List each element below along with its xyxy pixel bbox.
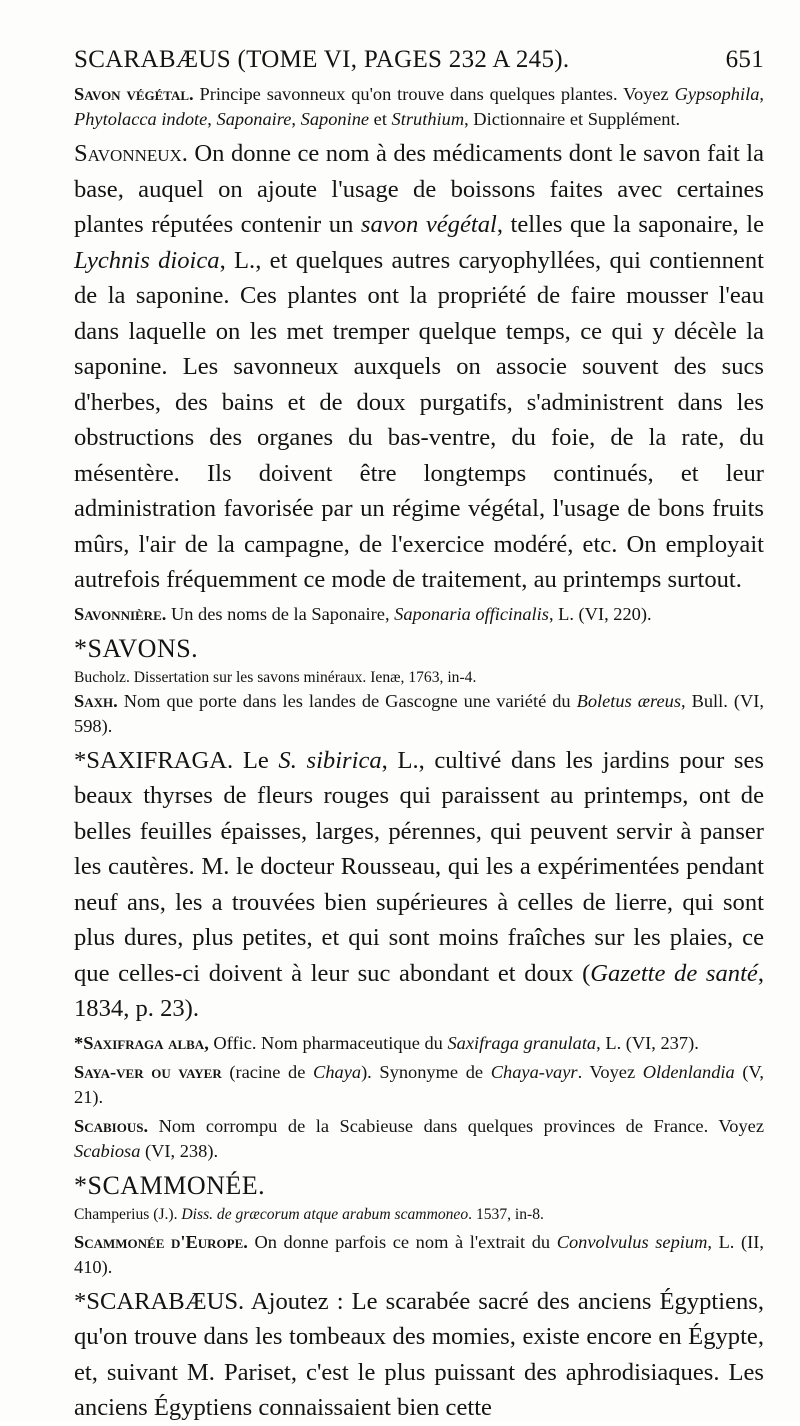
entry-term: Scabious. (74, 1115, 149, 1136)
entry-italic: Phytolacca indote (74, 109, 208, 129)
entry-text: (V, 21). (74, 1061, 764, 1107)
bibliography-scammonee (74, 1204, 764, 1226)
entry-savon-vegetal (74, 82, 764, 132)
entry-text: , Bull. (VI, 598). (74, 690, 764, 736)
entry-italic: Gypsophila (674, 84, 760, 104)
entry-text: , telles que la saponaire, le (496, 211, 764, 238)
entry-italic: Chaya-vayr (490, 1061, 578, 1082)
entry-italic: S. sibirica (278, 746, 382, 774)
entry-term: Savon végétal. (74, 84, 194, 104)
entry-italic: Lychnis dioica (74, 246, 220, 274)
entry-italic: Scabiosa (74, 1140, 141, 1161)
entry-italic: Chaya (313, 1061, 362, 1082)
entry-saxifraga (74, 743, 764, 1027)
entry-italic: Convolvulus sepium (556, 1231, 708, 1252)
entry-text: , 1834, p. 23). (74, 959, 764, 1022)
entry-italic: Struthium (391, 109, 465, 129)
entry-scammonee-europe (74, 1230, 764, 1280)
entry-term: Saxh. (74, 690, 118, 711)
entry-text: , L., cultivé dans les jardins pour ses beaux thyrses de fleurs rouges qui paraissent au printemps, ont de belles feuilles épaisses, larges, pérennes, qui peuvent servir à panser les cautères. M. le docteur Rousseau, qui les a expérimentées pendant neuf ans, les a trouvées bien supérieures à celles de lierre, qui sont plus dures, plus petites, et qui sont moins fraîches sur les plaies, ce que celles-ci doivent à leur suc abondant et doux ( (74, 746, 764, 987)
entry-term: Saya-ver ou vayer (74, 1061, 222, 1082)
entry-text: (VI, 238). (140, 1140, 219, 1161)
entry-text: et (369, 109, 392, 129)
entry-italic: Saponaria officinalis (394, 603, 549, 624)
entry-saya-ver (74, 1060, 764, 1110)
entry-term: Savonnière. (74, 603, 167, 624)
entry-term: Savonneux. (74, 140, 188, 167)
entry-text: , L., et quelques autres caryophyllées, qui contiennent de la saponine. Ces plantes ont la propriété de faire mousser l'eau dans laquelle on les met tremper quelque temps, ce qui y décèle la saponine. Les savonneux auxquels on associe souvent des sucs d'herbes, des bains et de doux purgatifs, s'administrent dans les obstructions des organes du bas-ventre, du foie, de la rate, du mésentère. Ils doivent être longtemps continués, et leur administration favorisée par un régime végétal, l'usage de bons fruits mûrs, l'air de la campagne, de l'exercice modéré, etc. On employait autrefois fréquemment ce mode de traitement, au printemps surtout. (74, 246, 764, 593)
entry-savonneux (74, 136, 764, 598)
running-title: SCARABÆUS (TOME VI, PAGES 232 A 245). (74, 46, 570, 73)
entry-text: Le (233, 746, 279, 774)
entry-italic: savon végétal (360, 211, 497, 238)
entry-italic: Diss. de græcorum atque arabum scammoneo (181, 1205, 469, 1223)
entry-italic: Boletus æreus (576, 690, 682, 711)
entry-text: Un des noms de la Saponaire, (166, 603, 395, 624)
entry-term: *SCARABÆUS. (74, 1287, 245, 1315)
entry-text: ). Synonyme de (361, 1061, 491, 1082)
entry-term: Scammonée d'Europe. (74, 1231, 248, 1252)
entry-text: (racine de (221, 1061, 314, 1082)
entry-scabious (74, 1114, 764, 1164)
entry-saxifraga-alba (74, 1031, 764, 1056)
entry-text: Offic. Nom pharmaceutique du (208, 1032, 448, 1053)
entry-text: , Dictionnaire et Supplément. (464, 109, 681, 129)
entry-text: On donne parfois ce nom à l'extrait du (247, 1231, 557, 1252)
entry-text: Ajoutez : Le scarabée sacré des anciens Égyptiens, qu'on trouve dans les tombeaux des momies, existe encore en Égypte, et, suivant M. Pariset, c'est le plus puissant des aphrodisiaques. Les anciens Égyptiens connaissaient bien cette (74, 1287, 764, 1421)
entry-text: , L. (VI, 237). (596, 1032, 699, 1053)
section-heading-savons: *SAVONS. (74, 633, 199, 663)
entry-italic: Saponine (300, 109, 370, 129)
entry-term: *SAXIFRAGA. (74, 746, 234, 774)
entry-text: , L. (VI, 220). (548, 603, 652, 624)
section-heading-scammonee: *SCAMMONÉE. (74, 1170, 266, 1200)
entry-term: *Saxifraga alba, (74, 1032, 209, 1053)
page-number: 651 (725, 46, 764, 73)
entry-text: Nom corrompu de la Scabieuse dans quelques provinces de France. Voyez (148, 1115, 764, 1136)
entry-italic: Saponaire (216, 109, 292, 129)
bibliography-savons: Bucholz. Dissertation sur les savons minéraux. Ienæ, 1763, in-4. (74, 668, 477, 686)
entry-scarabaeus (74, 1284, 764, 1426)
entry-italic: Gazette de santé (590, 959, 758, 987)
entry-text: , L. (II, 410). (74, 1231, 764, 1277)
entry-text: , (291, 109, 301, 129)
entry-italic: Saxifraga granulata (447, 1032, 597, 1053)
entry-text: Principe savonneux qu'on trouve dans quelques plantes. Voyez (193, 84, 675, 104)
entry-text: On donne ce nom à des médicaments dont le savon fait la base, auquel on ajoute l'usage de boissons faites avec certaines plantes réputées contenir un (74, 140, 764, 238)
entry-text: . Voyez (577, 1061, 643, 1082)
page-content (74, 82, 764, 1426)
entry-italic: Oldenlandia (642, 1061, 735, 1082)
entry-text: . 1537, in-8. (468, 1205, 544, 1223)
entry-text: Nom que porte dans les landes de Gascogne une variété du (117, 690, 577, 711)
entry-text: , (207, 109, 217, 129)
entry-saxh (74, 689, 764, 739)
entry-text: Champerius (J.). (74, 1205, 182, 1223)
running-header (74, 42, 764, 82)
entry-savonniere (74, 602, 764, 627)
entry-text: , (759, 84, 765, 104)
